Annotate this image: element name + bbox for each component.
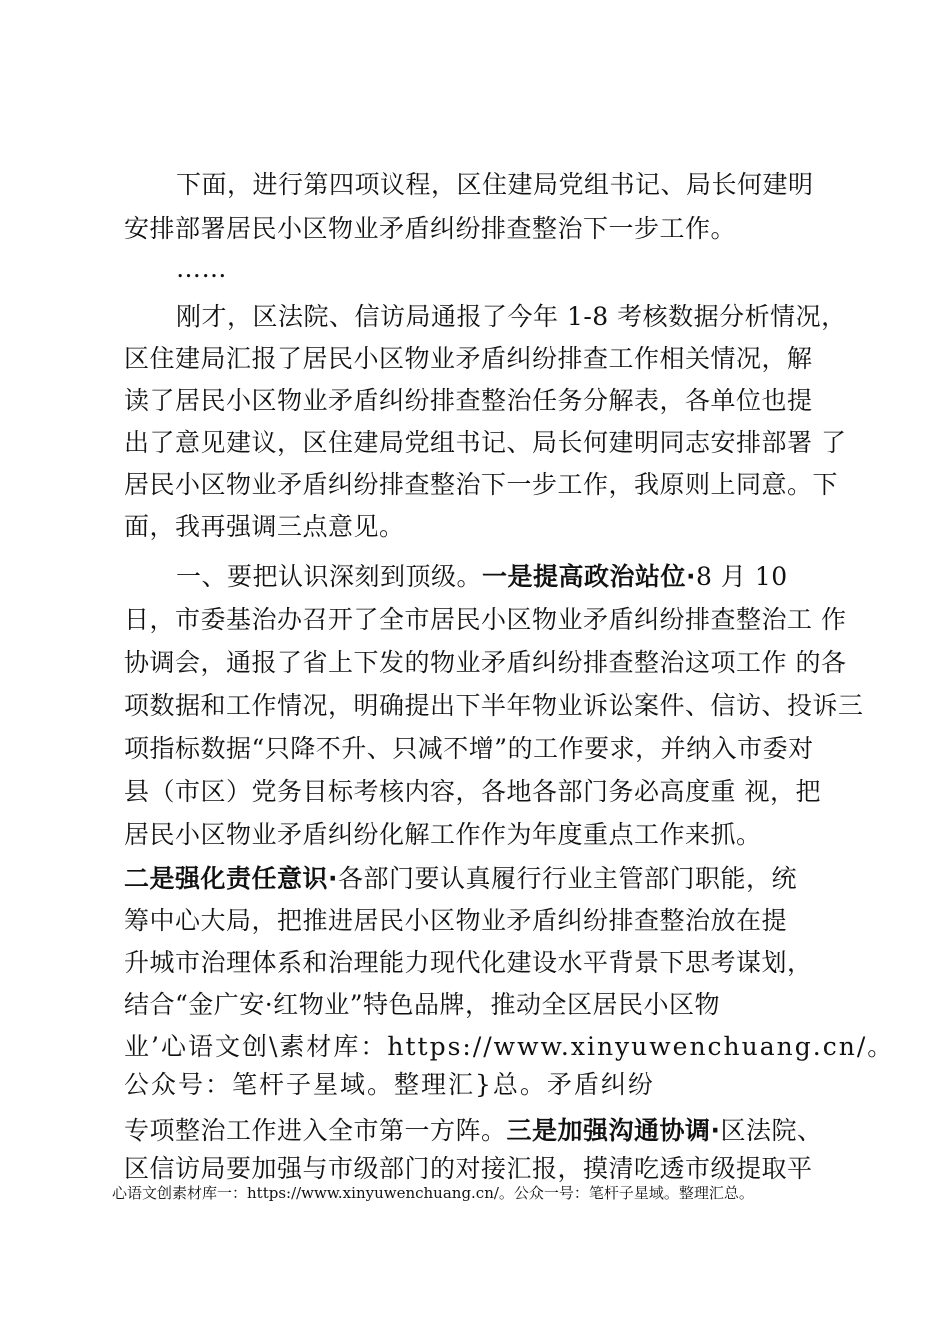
page-footer: 心语文创素材库一：https://www.xinyuwenchuang.cn/。公众一号：笔杆子星域。整理汇总。 <box>112 1184 754 1202</box>
bold-point-2: 二是强化责任意识· <box>124 864 338 893</box>
date-text: 8 月 10 <box>696 562 788 591</box>
paragraph-line: 刚才，区法院、信访局通报了今年 1-8 考核数据分析情况， <box>176 302 847 331</box>
paragraph-line: 出了意见建议，区住建局党组书记、局长何建明同志安排部署 了 <box>124 428 847 457</box>
paragraph-text: 各部门要认真履行行业主管部门职能，统 <box>338 864 798 893</box>
bold-point-1: 一是提高政治站位· <box>482 562 697 591</box>
paragraph-line: 面，我再强调三点意见。 <box>124 512 405 541</box>
paragraph-text: 专项整治工作进入全市第一方阵。 <box>124 1116 507 1145</box>
paragraph-line: 项指标数据“只降不升、只减不增”的工作要求，并纳入市委对 <box>124 734 814 763</box>
bold-point-3: 三是加强沟通协调· <box>506 1116 721 1145</box>
paragraph-line: 区住建局汇报了居民小区物业矛盾纠纷排查工作相关情况，解 <box>124 344 813 373</box>
paragraph-line: 读了居民小区物业矛盾纠纷排查整治任务分解表，各单位也提 <box>124 386 813 415</box>
paragraph-line: 安排部署居民小区物业矛盾纠纷排查整治下一步工作。 <box>124 214 737 243</box>
paragraph-line: 业’心语文创\素材库：https://www.xinyuwenchuang.cn/。 <box>124 1032 895 1061</box>
paragraph-line: 项数据和工作情况，明确提出下半年物业诉讼案件、信访、投诉三 <box>124 691 864 720</box>
section-heading: 一、要把认识深刻到顶级。 <box>176 562 483 591</box>
paragraph-line: 日，市委基治办召开了全市居民小区物业矛盾纠纷排查整治工 作 <box>124 605 847 634</box>
paragraph-line: 结合“金广安·红物业”特色品牌，推动全区居民小区物 <box>124 990 721 1019</box>
paragraph-line: 居民小区物业矛盾纠纷排查整治下一步工作，我原则上同意。下 <box>124 470 839 499</box>
paragraph-line: 协调会，通报了省上下发的物业矛盾纠纷排查整治这项工作 的各 <box>124 648 847 677</box>
paragraph-line: 公众号：笔杆子星域。整理汇}总。矛盾纠纷 <box>124 1070 655 1099</box>
paragraph-line: 筹中心大局，把推进居民小区物业矛盾纠纷排查整治放在提 <box>124 906 788 935</box>
paragraph-line: 升城市治理体系和治理能力现代化建设水平背景下思考谋划， <box>124 948 813 977</box>
paragraph-text: 区法院、 <box>720 1116 823 1145</box>
ellipsis: …… <box>176 254 227 283</box>
paragraph-line: 区信访局要加强与市级部门的对接汇报，摸清吃透市级提取平 <box>124 1154 813 1183</box>
paragraph-line <box>176 560 866 594</box>
paragraph-line: 下面，进行第四项议程，区住建局党组书记、局长何建明 <box>176 170 814 199</box>
paragraph-line: 居民小区物业矛盾纠纷化解工作作为年度重点工作来抓。 <box>124 820 762 849</box>
paragraph-line <box>124 1114 864 1148</box>
paragraph-line <box>124 862 864 896</box>
paragraph-line: 县（市区）党务目标考核内容，各地各部门务必高度重 视，把 <box>124 777 821 806</box>
